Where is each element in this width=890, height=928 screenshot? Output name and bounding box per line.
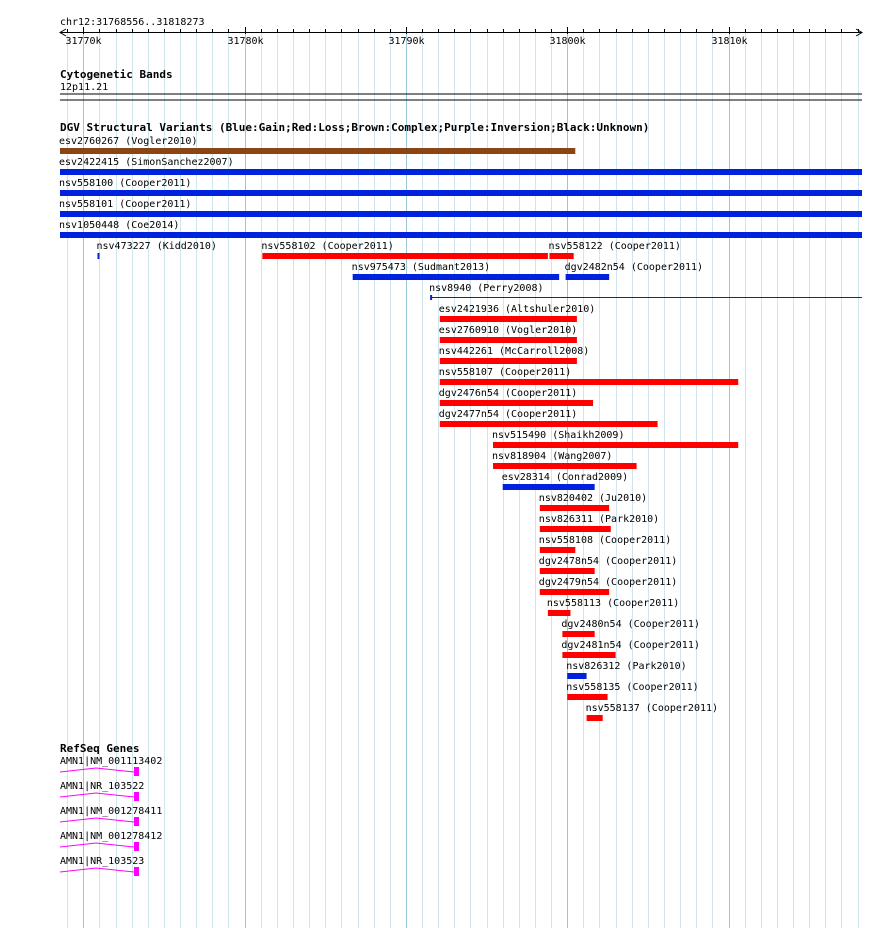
variant-bar[interactable]: [60, 190, 862, 196]
variant-label: nsv558113 (Cooper2011): [546, 598, 680, 609]
variant-label: esv2421936 (Altshuler2010): [438, 304, 596, 315]
variant-feature[interactable]: [561, 619, 699, 637]
variant-label: esv2422415 (SimonSanchez2007): [59, 157, 234, 168]
variant-feature[interactable]: [565, 262, 703, 280]
variant-feature[interactable]: [539, 556, 677, 574]
variant-feature[interactable]: [539, 535, 671, 553]
variant-bar[interactable]: [540, 589, 609, 595]
variant-feature[interactable]: [59, 220, 862, 238]
gene-intron-line: [60, 768, 134, 772]
variant-feature[interactable]: [547, 598, 679, 616]
variant-label: esv2760910 (Vogler2010): [438, 325, 578, 336]
variant-bar[interactable]: [567, 673, 586, 679]
variant-bar[interactable]: [60, 169, 862, 175]
variant-label: nsv473227 (Kidd2010): [96, 241, 217, 252]
variant-bar[interactable]: [440, 337, 577, 343]
gene-feature[interactable]: [60, 856, 144, 876]
variant-label: dgv2477n54 (Cooper2011): [438, 409, 578, 420]
variant-bar[interactable]: [440, 421, 658, 427]
variant-bar[interactable]: [493, 442, 738, 448]
variant-label: nsv826311 (Park2010): [538, 514, 660, 525]
variant-bar[interactable]: [549, 253, 573, 259]
gene-intron-line: [60, 868, 134, 872]
variant-label: dgv2480n54 (Cooper2011): [561, 619, 700, 630]
variant-feature[interactable]: [59, 199, 862, 217]
variant-bar[interactable]: [587, 715, 603, 721]
variant-feature[interactable]: [439, 367, 738, 385]
variant-bar[interactable]: [440, 379, 738, 385]
ruler-tick-label: 31800k: [549, 36, 586, 47]
gene-label: AMN1|NM_001113402: [60, 756, 163, 767]
variant-feature[interactable]: [548, 241, 680, 259]
variant-bar[interactable]: [60, 211, 862, 217]
gene-exon[interactable]: [134, 817, 139, 826]
variant-feature[interactable]: [439, 388, 593, 406]
variant-label: nsv558101 (Cooper2011): [59, 199, 192, 210]
region-label: chr12:31768556..31818273: [60, 17, 205, 28]
ruler-tick-label: 31790k: [388, 36, 425, 47]
variant-bar[interactable]: [548, 610, 571, 616]
variant-bar[interactable]: [440, 400, 593, 406]
variant-bar[interactable]: [567, 694, 607, 700]
variant-feature[interactable]: [492, 430, 738, 448]
variant-label: nsv558108 (Cooper2011): [538, 535, 672, 546]
refseq-track-title: RefSeq Genes: [60, 742, 140, 755]
variant-bar[interactable]: [440, 316, 577, 322]
variant-label: nsv558107 (Cooper2011): [438, 367, 572, 378]
variant-label: dgv2476n54 (Cooper2011): [438, 388, 578, 399]
gene-feature[interactable]: [60, 831, 162, 851]
variant-bar[interactable]: [60, 232, 862, 238]
gene-exon[interactable]: [134, 767, 139, 776]
variant-feature[interactable]: [561, 640, 699, 658]
variant-feature[interactable]: [566, 661, 686, 679]
variant-feature[interactable]: [539, 493, 647, 511]
variant-feature[interactable]: [59, 136, 575, 154]
variant-label: dgv2482n54 (Cooper2011): [564, 262, 704, 273]
variant-bar[interactable]: [97, 253, 99, 259]
variant-label: nsv818904 (Wang2007): [492, 451, 613, 462]
gene-label: AMN1|NR_103523: [60, 856, 145, 867]
variant-label: dgv2479n54 (Cooper2011): [538, 577, 678, 588]
dgv-track-title: DGV Structural Variants (Blue:Gain;Red:Loss;Brown:Complex;Purple:Inversion;Black:Unknown): [60, 121, 650, 134]
variant-label: nsv558137 (Cooper2011): [585, 703, 719, 714]
variant-feature[interactable]: [439, 304, 596, 322]
variant-feature[interactable]: [539, 577, 677, 595]
variant-bar[interactable]: [430, 297, 862, 298]
variant-feature[interactable]: [439, 325, 577, 343]
variant-label: nsv558102 (Cooper2011): [261, 241, 394, 252]
gene-label: AMN1|NR_103522: [60, 781, 145, 792]
gene-label: AMN1|NM_001278411: [60, 806, 163, 817]
gene-exon[interactable]: [134, 867, 139, 876]
variant-feature[interactable]: [439, 409, 658, 427]
variant-feature[interactable]: [539, 514, 659, 532]
gene-feature[interactable]: [60, 756, 162, 776]
variant-feature[interactable]: [492, 451, 637, 469]
variant-feature[interactable]: [429, 283, 862, 300]
variant-label: nsv558135 (Cooper2011): [566, 682, 699, 693]
cytoband-label: 12p11.21: [60, 82, 109, 93]
variant-feature[interactable]: [59, 157, 862, 175]
variant-label: nsv515490 (Shaikh2009): [492, 430, 625, 441]
variant-bar[interactable]: [60, 148, 575, 154]
variant-feature[interactable]: [261, 241, 548, 259]
variant-label: nsv1050448 (Coe2014): [59, 220, 180, 231]
variant-feature[interactable]: [352, 262, 559, 280]
gene-exon[interactable]: [134, 792, 139, 801]
gene-feature[interactable]: [60, 781, 144, 801]
variant-bar[interactable]: [562, 652, 615, 658]
variant-bar[interactable]: [540, 526, 611, 532]
refseq-genes: [60, 756, 162, 876]
variant-feature[interactable]: [439, 346, 590, 364]
variant-label: nsv820402 (Ju2010): [538, 493, 648, 504]
variant-label: nsv826312 (Park2010): [566, 661, 687, 672]
variant-label: nsv558100 (Cooper2011): [59, 178, 192, 189]
gene-intron-line: [60, 793, 134, 797]
ruler-tick-label: 31770k: [65, 36, 102, 47]
variant-feature[interactable]: [586, 703, 718, 721]
variant-label: nsv8940 (Perry2008): [429, 283, 544, 294]
variant-bar[interactable]: [540, 568, 595, 574]
gene-label: AMN1|NM_001278412: [60, 831, 163, 842]
variant-label: esv28314 (Conrad2009): [501, 472, 629, 483]
ruler-tick-label: 31810k: [711, 36, 748, 47]
gene-intron-line: [60, 818, 134, 822]
variant-feature[interactable]: [59, 178, 862, 196]
variant-bar[interactable]: [262, 253, 548, 259]
variant-bar[interactable]: [566, 274, 610, 280]
dgv-variants: [59, 136, 862, 721]
gene-intron-line: [60, 843, 134, 847]
gene-feature[interactable]: [60, 806, 162, 826]
variant-feature[interactable]: [96, 241, 216, 259]
cytoband-track-title: Cytogenetic Bands: [60, 68, 173, 81]
variant-label: nsv442261 (McCarroll2008): [438, 346, 590, 357]
variant-bar-start: [430, 295, 432, 300]
variant-label: nsv558122 (Cooper2011): [548, 241, 681, 252]
variant-bar[interactable]: [493, 463, 637, 469]
variant-label: dgv2478n54 (Cooper2011): [538, 556, 678, 567]
variant-bar[interactable]: [540, 547, 575, 553]
variant-bar[interactable]: [562, 631, 594, 637]
variant-label: nsv975473 (Sudmant2013): [351, 262, 491, 273]
variant-label: dgv2481n54 (Cooper2011): [561, 640, 700, 651]
variant-bar[interactable]: [540, 505, 609, 511]
variant-feature[interactable]: [502, 472, 628, 490]
variant-bar[interactable]: [353, 274, 559, 280]
variant-bar[interactable]: [503, 484, 595, 490]
gene-exon[interactable]: [134, 842, 139, 851]
variant-label: esv2760267 (Vogler2010): [59, 136, 198, 147]
variant-bar[interactable]: [440, 358, 577, 364]
ruler-tick-label: 31780k: [227, 36, 264, 47]
